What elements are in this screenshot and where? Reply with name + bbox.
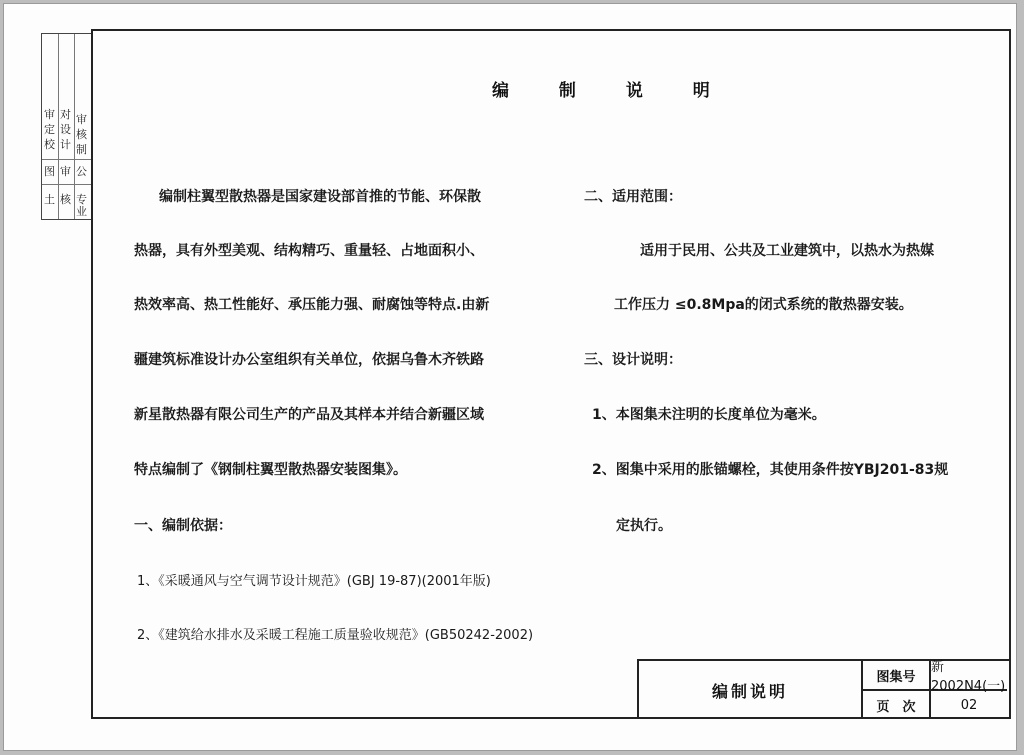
page-number-value: 02 [960, 697, 978, 713]
stub-divider [42, 159, 92, 160]
note-item: 1、本图集未注明的长度单位为毫米。 [592, 407, 826, 423]
drawing-sheet [3, 3, 1017, 751]
stub-char: 核 [76, 128, 87, 141]
body-paragraph-line: 疆建筑标准设计办公室组织有关单位，依据乌鲁木齐铁路 [134, 352, 484, 368]
stub-char: 土 [44, 193, 55, 206]
drawing-frame [91, 29, 1011, 719]
stub-char: 对 [60, 108, 71, 121]
section-heading: 二、适用范围： [584, 189, 682, 205]
title-block-drawing-name: 编制说明 [639, 661, 863, 719]
atlas-number-value: 新2002N4(一) [931, 660, 1006, 694]
stub-char: 制 [76, 143, 87, 156]
note-item: 2、图集中采用的胀锚螺栓，其使用条件按YBJ201-83规 [592, 462, 949, 478]
body-paragraph-line: 适用于民用、公共及工业建筑中，以热水为热媒 [640, 243, 934, 259]
stub-char: 审 [60, 165, 71, 178]
title-block [637, 659, 1009, 719]
stub-char: 校 [44, 138, 55, 151]
stub-char: 计 [60, 138, 71, 151]
stub-char: 定 [44, 123, 55, 136]
note-item-continuation: 定执行。 [616, 518, 672, 534]
stub-char: 核 [60, 193, 71, 206]
body-paragraph-line: 热效率高、热工性能好、承压能力强、耐腐蚀等特点.由新 [134, 297, 490, 313]
atlas-number-label: 图集号 [863, 661, 931, 691]
body-paragraph-line: 热器，具有外型美观、结构精巧、重量轻、占地面积小、 [134, 243, 484, 259]
body-paragraph-line: 新星散热器有限公司生产的产品及其样本并结合新疆区域 [134, 407, 484, 423]
stub-divider [42, 184, 92, 185]
section-heading: 三、设计说明： [584, 352, 682, 368]
stub-char: 设 [60, 123, 71, 136]
body-paragraph-line: 工作压力 ≤0.8Mpa的闭式系统的散热器安装。 [614, 297, 913, 313]
stub-char: 审 [76, 113, 87, 126]
reference-item: 1、《采暖通风与空气调节设计规范》(GBJ 19-87)(2001年版) [137, 574, 491, 589]
stub-char: 业 [76, 205, 87, 218]
body-paragraph-line: 编制柱翼型散热器是国家建设部首推的节能、环保散 [159, 189, 481, 205]
stub-char: 专 [76, 193, 87, 206]
approval-stub [41, 33, 92, 220]
reference-item: 2、《建筑给水排水及采暖工程施工质量验收规范》(GB50242-2002) [137, 628, 534, 643]
section-heading: 一、编制依据： [134, 518, 232, 534]
page-number-label: 页 次 [863, 691, 931, 719]
stub-char: 审 [44, 108, 55, 121]
stub-char: 公 [76, 165, 87, 178]
page-title: 编 制 说 明 [492, 81, 732, 101]
stub-char: 图 [44, 165, 55, 178]
body-paragraph-line: 特点编制了《钢制柱翼型散热器安装图集》。 [134, 462, 407, 478]
